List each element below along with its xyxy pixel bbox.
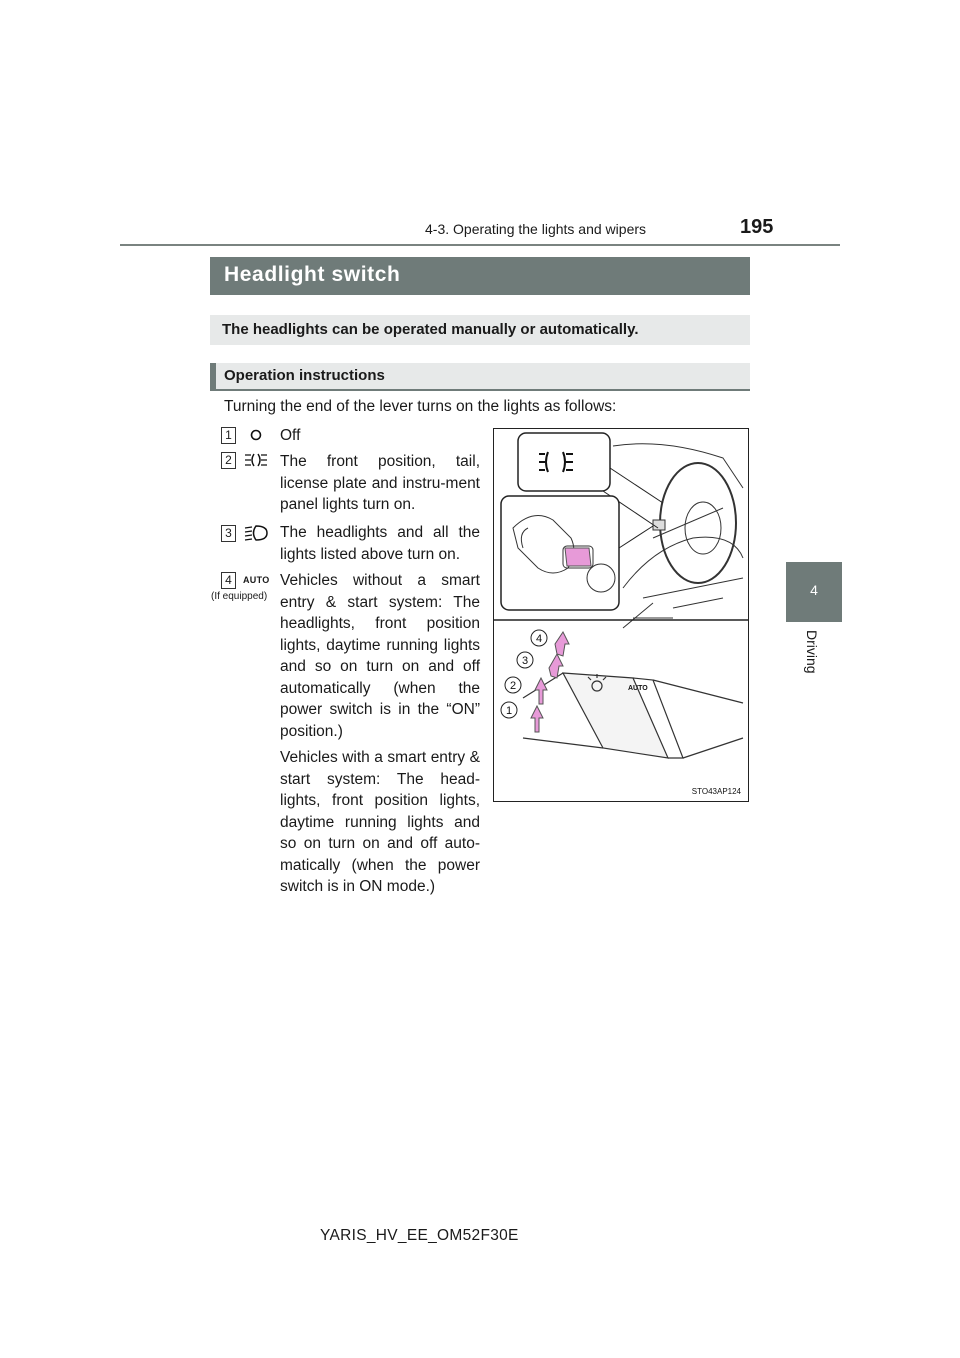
header-rule (120, 244, 840, 246)
subheading-bar (210, 363, 750, 391)
item-text-1: Off (280, 427, 301, 444)
item-text-4a: Vehicles without a smart entry & start system: The headlights, front position lights, daytime running lights and so on turn on and off automatically (when the power switch is in the “ON” position.) (280, 572, 480, 740)
footer-code: YARIS_HV_EE_OM52F30E (320, 1227, 519, 1244)
intro-box (210, 315, 750, 345)
page-title: Headlight switch (224, 263, 401, 286)
figure-code: STO43AP124 (691, 787, 741, 796)
off-circle-icon (249, 428, 263, 442)
item-number-1: 1 (221, 427, 236, 444)
item-text-3: The headlights and all the lights listed above turn on. (280, 524, 480, 563)
item-text-2: The front position, tail, license plate and instru-ment panel lights turn on. (280, 453, 480, 513)
item-number-3: 3 (221, 525, 236, 542)
if-equipped-note: (If equipped) (211, 591, 268, 602)
subheading-accent (210, 363, 216, 389)
chapter-number: 4 (810, 582, 818, 598)
intro-text: The headlights can be operated manually or automatically. (222, 321, 639, 338)
callout-3: 3 (521, 655, 529, 667)
callout-2: 2 (509, 680, 517, 692)
auto-icon: AUTO (243, 575, 270, 585)
title-bar (210, 257, 750, 295)
chapter-label-text: Driving (804, 630, 820, 674)
figure-auto-label: AUTO (628, 685, 648, 692)
chapter-tab (786, 562, 842, 622)
lead-text: Turning the end of the lever turns on the lights as follows: (224, 398, 617, 415)
subheading: Operation instructions (224, 367, 385, 384)
page-number: 195 (740, 216, 774, 238)
callout-4: 4 (535, 633, 543, 645)
chapter-label (786, 628, 842, 688)
item-number-2: 2 (221, 452, 236, 469)
item-text-4b: Vehicles with a smart entry & start system: The head-lights, front position lights, daytime running lights and so on turn on and off auto-matically (when the power switch is in ON mode.) (280, 749, 480, 895)
headlight-icon (243, 524, 269, 542)
item-number-4: 4 (221, 572, 236, 589)
callout-1: 1 (505, 705, 513, 717)
lever-illustration (493, 428, 749, 802)
position-lights-icon (243, 452, 269, 468)
header-section-title: 4-3. Operating the lights and wipers (425, 221, 647, 237)
